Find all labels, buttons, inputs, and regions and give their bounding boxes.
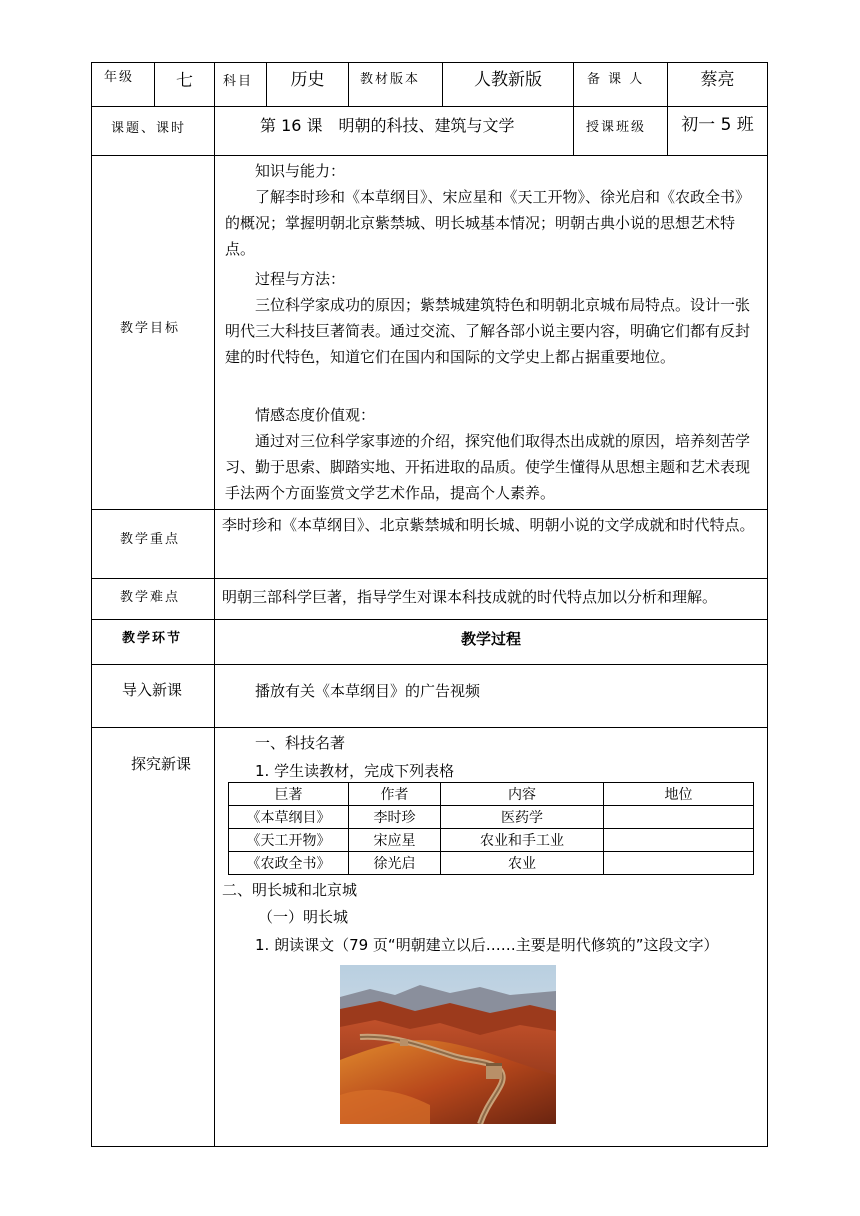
lesson-title: 第 16 课 明朝的科技、建筑与文学 [260, 116, 515, 135]
edition-value: 人教新版 [474, 70, 542, 90]
table-row [229, 852, 754, 875]
table-row [229, 829, 754, 852]
table-cell [604, 829, 754, 852]
works-table [228, 782, 754, 875]
emotion-text: 通过对三位科学家事迹的介绍，探究他们取得杰出成就的原因，培养刻苦学习、勤于思索、脚踏实地、开拓进取的品质。使学生懂得从思想主题和艺术表现手法两个方面鉴赏文学艺术作品，提高个人素养。 [225, 432, 751, 502]
table-cell: 徐光启 [349, 852, 441, 875]
class-value: 初一 5 班 [681, 115, 754, 135]
subject-label: 科目 [223, 74, 254, 89]
table-header-cell: 作者 [349, 783, 441, 806]
preparer-value: 蔡亮 [700, 70, 735, 90]
section-title: 一、科技名著 [255, 734, 346, 752]
explore-label: 探究新课 [131, 755, 192, 773]
table-cell: 农业和手工业 [441, 829, 604, 852]
process-title: 过程与方法： [255, 270, 346, 288]
row-divider [91, 155, 768, 156]
class-label: 授课班级 [586, 120, 647, 135]
col-divider [214, 106, 215, 1146]
table-header-cell: 地位 [604, 783, 754, 806]
table-cell: 《农政全书》 [229, 852, 349, 875]
table-cell: 宋应星 [349, 829, 441, 852]
key-points-text: 李时珍和《本草纲目》、北京紫禁城和明长城、明朝小说的文学成就和时代特点。 [222, 516, 755, 534]
knowledge-text: 了解李时珍和《本草纲目》、宋应星和《天工开物》、徐光启和《农政全书》的概况；掌握明朝北京紫禁城、明长城基本情况；明朝古典小说的思想艺术特点。 [225, 188, 751, 258]
col-divider [214, 62, 215, 106]
great-wall-image [340, 965, 556, 1124]
table-cell: 李时珍 [349, 806, 441, 829]
row-divider [91, 664, 768, 665]
process-stage-label: 教学环节 [122, 631, 183, 646]
step-text: 1. 朗读课文（79 页“明朝建立以后……主要是明代修筑的”这段文字） [255, 936, 719, 954]
lesson-label: 课题、课时 [111, 121, 187, 136]
table-cell: 医药学 [441, 806, 604, 829]
edition-label: 教材版本 [360, 72, 421, 87]
grade-label: 年级 [104, 70, 135, 85]
step-text: 1. 学生读教材，完成下列表格 [255, 762, 455, 780]
row-divider [91, 509, 768, 510]
table-cell [604, 806, 754, 829]
table-header-cell: 内容 [441, 783, 604, 806]
process-header-title: 教学过程 [460, 630, 521, 648]
col-divider [573, 62, 574, 155]
objectives-label: 教学目标 [120, 321, 181, 336]
difficulties-label: 教学难点 [120, 590, 181, 605]
subject-value: 历史 [290, 70, 325, 90]
table-border-right [767, 62, 768, 1147]
table-cell: 农业 [441, 852, 604, 875]
table-header-cell: 巨著 [229, 783, 349, 806]
process-text: 三位科学家成功的原因；紫禁城建筑特色和明朝北京城布局特点。设计一张明代三大科技巨著简表。通过交流、了解各部小说主要内容，明确它们都有反封建的时代特色，知道它们在国内和国际的文学史上都占据重要地位。 [225, 296, 751, 366]
subsection-title: （一）明长城 [258, 908, 349, 926]
knowledge-title: 知识与能力： [255, 162, 346, 180]
row-divider [91, 619, 768, 620]
difficulties-text: 明朝三部科学巨著，指导学生对课本科技成就的时代特点加以分析和理解。 [222, 588, 718, 606]
row-divider [91, 578, 768, 579]
section-title: 二、明长城和北京城 [222, 881, 358, 899]
table-header-row [229, 783, 754, 806]
intro-text: 播放有关《本草纲目》的广告视频 [255, 682, 481, 700]
table-cell [604, 852, 754, 875]
table-row [229, 806, 754, 829]
preparer-label: 备 课 人 [587, 72, 645, 87]
intro-label: 导入新课 [122, 681, 183, 699]
emotion-title: 情感态度价值观： [255, 406, 376, 424]
table-cell: 《天工开物》 [229, 829, 349, 852]
table-border-bottom [91, 1146, 768, 1147]
table-cell: 《本草纲目》 [229, 806, 349, 829]
key-points-label: 教学重点 [120, 532, 181, 547]
great-wall-photo [340, 965, 556, 1124]
table-border-left [91, 62, 92, 1147]
grade-value: 七 [176, 71, 193, 91]
col-divider [348, 62, 349, 106]
row-divider [91, 727, 768, 728]
